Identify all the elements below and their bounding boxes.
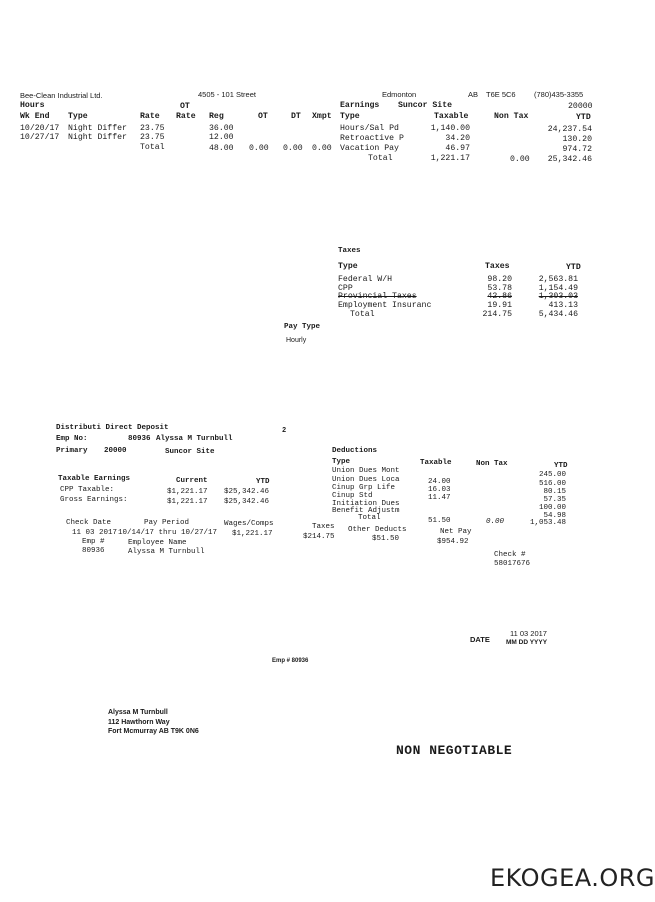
deductions-row-type: Cinup Std — [332, 492, 373, 500]
check-date-label: Check Date — [66, 519, 112, 527]
check-emp-ref: Emp # 80936 — [272, 658, 309, 664]
earnings-row-type: Retroactive P — [340, 134, 404, 143]
deductions-col-ytd: YTD — [554, 462, 568, 470]
earnings-site: Suncor Site — [398, 101, 453, 110]
stub-title: Distributi Direct Deposit — [56, 424, 169, 432]
deductions-row-type: Cinup Grp Life — [332, 484, 396, 492]
stub-site: Suncor Site — [165, 448, 215, 456]
deductions-row-ytd: 54.98 — [543, 512, 566, 520]
earnings-row-ytd: 24,237.54 — [547, 125, 592, 134]
other-deducts-label: Other Deducts — [348, 526, 407, 534]
hours-total-dt: 0.00 — [283, 144, 303, 153]
hours-total-reg: 48.00 — [209, 144, 234, 153]
taxes-row-amount: 98.20 — [487, 275, 512, 284]
watermark: EKOGEA.ORG — [490, 864, 655, 892]
hours-row-type: Night Differ — [68, 133, 127, 142]
deductions-row-taxable: 11.47 — [428, 494, 451, 502]
taxes-row-ytd: 1,154.49 — [538, 284, 578, 293]
earnings-row-ytd: 130.20 — [562, 135, 592, 144]
emp-name-value: Alyssa M Turnbull — [128, 548, 205, 556]
earnings-title: Earnings — [340, 101, 380, 110]
earnings-code: 20000 — [568, 102, 593, 111]
stub-page-number: 2 — [282, 427, 287, 435]
hours-row-reg: 12.00 — [209, 133, 234, 142]
pay-type-label: Pay Type — [284, 323, 321, 331]
pay-type-value: Hourly — [286, 337, 307, 344]
hours-row-rate: 23.75 — [140, 133, 165, 142]
deductions-row-ytd: 245.00 — [538, 471, 566, 479]
taxes-row-amount: 19.91 — [487, 301, 512, 310]
emp-num-value: 80936 — [82, 547, 105, 555]
deductions-col-type: Type — [332, 458, 351, 466]
hours-row-type: Night Differ — [68, 124, 127, 133]
payee-street: 112 Hawthorn Way — [108, 719, 170, 726]
deductions-row-ytd: 80.15 — [543, 488, 566, 496]
hours-total-xmpt: 0.00 — [312, 144, 332, 153]
hours-col-wkend: Wk End — [20, 112, 50, 121]
earnings-row-ytd: 974.72 — [562, 145, 592, 154]
stub-emp-name: Alyssa M Turnbull — [156, 435, 233, 443]
hours-col-dt: DT — [291, 112, 301, 121]
stub-emp-no: 80936 — [128, 435, 151, 443]
taxes-total-ytd: 5,434.46 — [538, 310, 578, 319]
deductions-col-nontax: Non Tax — [476, 460, 508, 468]
check-number-value: 58017676 — [494, 560, 531, 568]
earnings-total-taxable: 1,221.17 — [430, 154, 470, 163]
check-date-format: MM DD YYYY — [506, 639, 548, 646]
deductions-row-taxable: 24.00 — [428, 478, 451, 486]
taxes-row-ytd: 413.13 — [548, 301, 578, 310]
taxable-earnings-row-ytd: $25,342.46 — [224, 488, 270, 496]
taxes-row-amount: 42.86 — [487, 292, 512, 301]
taxable-earnings-ytd-label: YTD — [256, 478, 270, 486]
earnings-col-type: Type — [340, 112, 360, 121]
earnings-col-ytd: YTD — [576, 113, 591, 122]
company-city: Edmonton — [382, 90, 417, 99]
taxable-earnings-row-label: CPP Taxable: — [60, 486, 115, 494]
taxes-row-ytd: 2,563.81 — [538, 275, 578, 284]
taxes-title: Taxes — [338, 247, 361, 255]
company-address: 4505 - 101 Street — [198, 90, 256, 99]
taxable-earnings-row-current: $1,221.17 — [167, 498, 208, 506]
emp-name-label: Employee Name — [128, 539, 187, 547]
net-pay-label: Net Pay — [440, 528, 472, 536]
taxes-row-ytd: 1,303.03 — [538, 292, 578, 301]
payee-city: Fort Mcmurray AB T9K 0N6 — [108, 728, 199, 735]
wages-label: Wages/Comps — [224, 520, 274, 528]
company-province: AB — [468, 90, 479, 99]
hours-title: Hours — [20, 101, 45, 110]
taxable-earnings-row-ytd: $25,342.46 — [224, 498, 270, 506]
earnings-row-type: Vacation Pay — [340, 144, 399, 153]
emp-num-label: Emp # — [82, 538, 105, 546]
taxes-row-amount: 53.78 — [487, 284, 512, 293]
earnings-total-nontax: 0.00 — [510, 155, 530, 164]
hours-col-ot: OT — [258, 112, 268, 121]
stub-primary-code: 20000 — [104, 447, 127, 455]
deductions-total-ytd: 1,053.48 — [529, 519, 566, 527]
other-deducts-value: $51.50 — [372, 535, 400, 543]
company-name: Bee-Clean Industrial Ltd. — [20, 91, 103, 100]
check-date-value: 11 03 2017 — [72, 529, 118, 537]
earnings-row-taxable: 46.97 — [445, 144, 470, 153]
deductions-row-taxable: 16.03 — [428, 486, 451, 494]
earnings-total-ytd: 25,342.46 — [547, 155, 592, 164]
hours-col-reg: Reg — [209, 112, 224, 121]
hours-col-rate: Rate — [140, 112, 160, 121]
deductions-total-taxable: 51.50 — [428, 517, 451, 525]
pay-period-value: 10/14/17 thru 10/27/17 — [118, 529, 218, 537]
hours-col-xmpt: Xmpt — [312, 112, 332, 121]
earnings-col-nontax: Non Tax — [494, 112, 529, 121]
earnings-row-type: Hours/Sal Pd — [340, 124, 399, 133]
pay-period-label: Pay Period — [144, 519, 190, 527]
deductions-total-nontax: 0.00 — [486, 518, 505, 526]
deductions-col-taxable: Taxable — [420, 459, 452, 467]
hours-col-type: Type — [68, 112, 88, 121]
taxable-earnings-title: Taxable Earnings — [58, 475, 131, 483]
deductions-row-type: Union Dues Loca — [332, 476, 400, 484]
hours-ot-label: OT — [180, 102, 190, 111]
stub-primary-label: Primary — [56, 447, 88, 455]
taxable-earnings-current-label: Current — [176, 477, 208, 485]
company-phone: (780)435-3355 — [534, 90, 584, 99]
check-date-value: 11 03 2017 — [510, 629, 547, 638]
payee-name: Alyssa M Turnbull — [108, 709, 168, 716]
taxes-total-amount: 214.75 — [482, 310, 512, 319]
hours-col-ot-rate: Rate — [176, 112, 196, 121]
deductions-total-label: Total — [358, 514, 381, 522]
deductions-title: Deductions — [332, 447, 378, 455]
stub-taxes-label: Taxes — [312, 523, 335, 531]
hours-total-ot: 0.00 — [249, 144, 269, 153]
earnings-row-taxable: 34.20 — [445, 134, 470, 143]
deductions-row-type: Initiation Dues — [332, 500, 400, 508]
wages-value: $1,221.17 — [232, 530, 273, 538]
hours-row-wkend: 10/27/17 — [20, 133, 60, 142]
company-postal: T6E 5C6 — [486, 90, 516, 99]
earnings-col-taxable: Taxable — [434, 112, 469, 121]
hours-row-wkend: 10/20/17 — [20, 124, 60, 133]
taxes-total-label: Total — [350, 310, 375, 319]
taxes-col-type: Type — [338, 262, 358, 271]
taxes-row-type: CPP — [338, 284, 353, 293]
taxes-row-type: Federal W/H — [338, 275, 393, 284]
hours-row-reg: 36.00 — [209, 124, 234, 133]
deductions-row-type: Union Dues Mont — [332, 467, 400, 475]
taxable-earnings-row-label: Gross Earnings: — [60, 496, 128, 504]
taxes-row-type: Employment Insuranc — [338, 301, 432, 310]
taxes-col-taxes: Taxes — [485, 262, 510, 271]
check-number-label: Check # — [494, 551, 526, 559]
net-pay-value: $954.92 — [437, 538, 469, 546]
taxable-earnings-row-current: $1,221.17 — [167, 488, 208, 496]
taxes-row-type: Provincial Taxes — [338, 292, 417, 301]
hours-row-rate: 23.75 — [140, 124, 165, 133]
non-negotiable-stamp: NON NEGOTIABLE — [396, 743, 513, 758]
deductions-row-ytd: 516.00 — [538, 480, 566, 488]
deductions-row-ytd: 100.00 — [538, 504, 566, 512]
stub-emp-no-label: Emp No: — [56, 435, 88, 443]
deductions-row-type: Benefit Adjustm — [332, 507, 400, 515]
hours-total-label: Total — [140, 143, 165, 152]
earnings-row-taxable: 1,140.00 — [430, 124, 470, 133]
check-date-label: DATE — [470, 635, 490, 644]
earnings-total-label: Total — [368, 154, 393, 163]
taxes-col-ytd: YTD — [566, 263, 581, 272]
deductions-row-ytd: 57.35 — [543, 496, 566, 504]
stub-taxes-value: $214.75 — [303, 533, 335, 541]
